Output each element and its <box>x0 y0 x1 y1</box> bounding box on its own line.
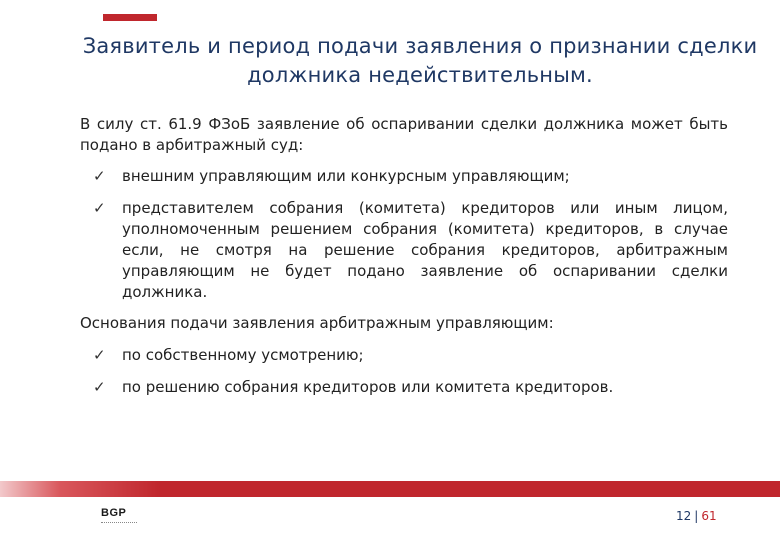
title-accent-bar <box>103 14 157 21</box>
list-item <box>80 345 728 366</box>
page-total: 61 <box>701 509 717 523</box>
page-number <box>676 509 717 523</box>
bgp-logo <box>101 507 137 525</box>
grounds-list <box>80 345 728 398</box>
page-current: 12 <box>676 509 692 523</box>
page-separator: | <box>694 509 699 523</box>
logo-text: BGP <box>101 507 127 519</box>
slide-title: Заявитель и период подачи заявления о признании сделки должника недействительным. <box>82 34 758 87</box>
grounds-paragraph: Основания подачи заявления арбитражным управляющим: <box>80 314 554 332</box>
slide-body <box>80 114 728 398</box>
applicants-list <box>80 166 728 303</box>
checkmark-icon: ✓ <box>93 199 106 217</box>
list-item <box>80 198 728 303</box>
checkmark-icon: ✓ <box>93 378 106 396</box>
logo-subline <box>101 522 137 525</box>
list-item-text: представителем собрания (комитета) кредиторов или иным лицом, уполномоченным решением собрания (комитета) кредиторов, в случае если, не смотря на решение собрания кредиторов, арбитражным управляющим не будет подано заявление об оспаривании сделки должника. <box>122 199 728 301</box>
checkmark-icon: ✓ <box>93 167 106 185</box>
intro-paragraph: В силу ст. 61.9 ФЗоБ заявление об оспаривании сделки должника может быть подано в арбитражный суд: <box>80 115 728 154</box>
list-item-text: по решению собрания кредиторов или комитета кредиторов. <box>122 378 614 396</box>
list-item-text: по собственному усмотрению; <box>122 346 364 364</box>
footer-red-strip <box>0 481 780 497</box>
list-item <box>80 377 728 398</box>
list-item <box>80 166 728 187</box>
checkmark-icon: ✓ <box>93 346 106 364</box>
list-item-text: внешним управляющим или конкурсным управляющим; <box>122 167 570 185</box>
